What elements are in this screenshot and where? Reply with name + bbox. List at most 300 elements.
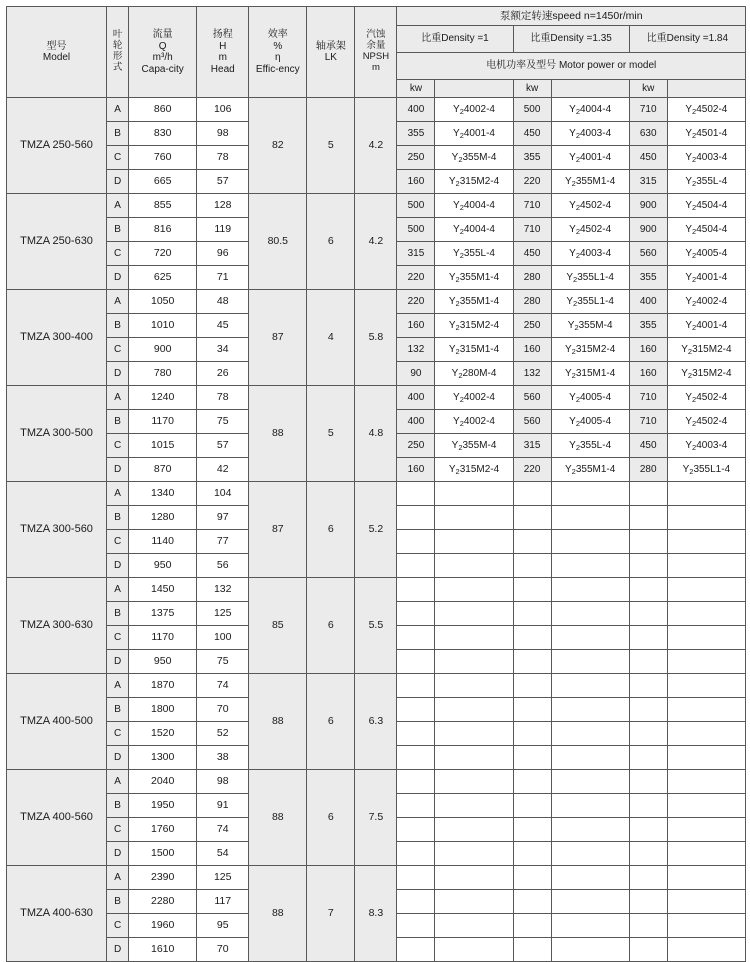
cell-flow: 855 — [129, 194, 197, 218]
cell-flow: 2280 — [129, 890, 197, 914]
cell-motor-density184: $Y_24504-4$ — [667, 218, 745, 242]
cell-kw-density135 — [513, 938, 551, 962]
cell-npsh: 6.3 — [355, 674, 397, 770]
cell-impeller-type: C — [107, 338, 129, 362]
cell-impeller-type: A — [107, 674, 129, 698]
cell-impeller-type: B — [107, 314, 129, 338]
cell-efficiency: 80.5 — [249, 194, 307, 290]
cell-kw-density1: 250 — [397, 434, 435, 458]
cell-motor-density184: $Y_24502-4$ — [667, 386, 745, 410]
cell-motor-density184: $Y_2315M2-4$ — [667, 362, 745, 386]
cell-head: 100 — [197, 626, 249, 650]
cell-motor-density1 — [435, 746, 513, 770]
cell-kw-density135 — [513, 530, 551, 554]
cell-motor-density1: $Y_2355M1-4$ — [435, 266, 513, 290]
cell-kw-density135 — [513, 482, 551, 506]
header-density-1: 比重Density =1 — [397, 26, 513, 53]
header-efficiency: 效率 % η Effic-ency — [249, 7, 307, 98]
header-flow: 流量 Q m³/h Capa-city — [129, 7, 197, 98]
cell-flow: 860 — [129, 98, 197, 122]
cell-npsh: 4.8 — [355, 386, 397, 482]
cell-motor-density1 — [435, 794, 513, 818]
cell-impeller-type: D — [107, 746, 129, 770]
header-bearing-frame: 轴承架 LK — [307, 7, 355, 98]
cell-head: 74 — [197, 674, 249, 698]
cell-head: 34 — [197, 338, 249, 362]
cell-kw-density135 — [513, 650, 551, 674]
cell-kw-density184 — [629, 770, 667, 794]
cell-efficiency: 88 — [249, 770, 307, 866]
cell-motor-density184: $Y_24504-4$ — [667, 194, 745, 218]
cell-kw-density135 — [513, 770, 551, 794]
table-row — [7, 290, 746, 314]
cell-head: 26 — [197, 362, 249, 386]
cell-head: 57 — [197, 170, 249, 194]
cell-flow: 1520 — [129, 722, 197, 746]
cell-kw-density135 — [513, 626, 551, 650]
cell-motor-density1: $Y_2315M2-4$ — [435, 170, 513, 194]
cell-motor-density1 — [435, 482, 513, 506]
cell-bearing-frame: 6 — [307, 482, 355, 578]
cell-head: 77 — [197, 530, 249, 554]
cell-kw-density1: 160 — [397, 314, 435, 338]
cell-motor-density135 — [551, 602, 629, 626]
cell-efficiency: 87 — [249, 290, 307, 386]
cell-bearing-frame: 5 — [307, 386, 355, 482]
cell-kw-density1: 400 — [397, 386, 435, 410]
cell-kw-density184 — [629, 530, 667, 554]
header-model-2 — [551, 80, 629, 98]
cell-kw-density135 — [513, 842, 551, 866]
cell-bearing-frame: 6 — [307, 578, 355, 674]
cell-head: 74 — [197, 818, 249, 842]
cell-impeller-type: A — [107, 290, 129, 314]
cell-motor-density1: $Y_24002-4$ — [435, 410, 513, 434]
cell-head: 70 — [197, 698, 249, 722]
cell-motor-density184 — [667, 842, 745, 866]
cell-kw-density135: 132 — [513, 362, 551, 386]
cell-kw-density1: 220 — [397, 266, 435, 290]
cell-motor-density184 — [667, 794, 745, 818]
cell-motor-density1: $Y_2315M2-4$ — [435, 314, 513, 338]
cell-motor-density184 — [667, 674, 745, 698]
cell-impeller-type: B — [107, 602, 129, 626]
cell-motor-density135 — [551, 890, 629, 914]
cell-impeller-type: A — [107, 482, 129, 506]
cell-motor-density135: $Y_24005-4$ — [551, 410, 629, 434]
cell-bearing-frame: 6 — [307, 770, 355, 866]
cell-motor-density135: $Y_24003-4$ — [551, 242, 629, 266]
cell-head: 106 — [197, 98, 249, 122]
cell-motor-density1 — [435, 578, 513, 602]
cell-motor-density1 — [435, 890, 513, 914]
cell-kw-density135 — [513, 890, 551, 914]
table-row — [7, 98, 746, 122]
cell-flow: 1610 — [129, 938, 197, 962]
cell-impeller-type: C — [107, 818, 129, 842]
pump-specification-table — [6, 6, 746, 962]
table-header — [7, 7, 746, 98]
cell-bearing-frame: 6 — [307, 194, 355, 290]
cell-kw-density135 — [513, 698, 551, 722]
cell-impeller-type: D — [107, 938, 129, 962]
cell-motor-density135 — [551, 506, 629, 530]
cell-head: 132 — [197, 578, 249, 602]
table-body — [7, 98, 746, 962]
cell-impeller-type: C — [107, 530, 129, 554]
cell-impeller-type: A — [107, 386, 129, 410]
cell-kw-density1 — [397, 914, 435, 938]
cell-motor-density135: $Y_24502-4$ — [551, 194, 629, 218]
cell-bearing-frame: 7 — [307, 866, 355, 962]
cell-impeller-type: D — [107, 362, 129, 386]
cell-motor-density1 — [435, 770, 513, 794]
cell-kw-density184 — [629, 938, 667, 962]
cell-motor-density135 — [551, 746, 629, 770]
cell-flow: 1800 — [129, 698, 197, 722]
cell-kw-density184: 630 — [629, 122, 667, 146]
cell-kw-density184 — [629, 482, 667, 506]
table-row — [7, 866, 746, 890]
cell-motor-density1 — [435, 722, 513, 746]
cell-kw-density135 — [513, 506, 551, 530]
cell-kw-density135: 250 — [513, 314, 551, 338]
cell-motor-density184: $Y_24501-4$ — [667, 122, 745, 146]
cell-kw-density1: 355 — [397, 122, 435, 146]
cell-motor-density1: $Y_2355M1-4$ — [435, 290, 513, 314]
cell-kw-density184 — [629, 722, 667, 746]
cell-motor-density1 — [435, 866, 513, 890]
cell-head: 98 — [197, 770, 249, 794]
cell-impeller-type: D — [107, 842, 129, 866]
cell-motor-density184 — [667, 626, 745, 650]
cell-motor-density135 — [551, 530, 629, 554]
cell-kw-density184 — [629, 866, 667, 890]
cell-motor-density184 — [667, 698, 745, 722]
cell-impeller-type: B — [107, 218, 129, 242]
cell-motor-density135 — [551, 674, 629, 698]
cell-head: 70 — [197, 938, 249, 962]
cell-kw-density184 — [629, 602, 667, 626]
cell-flow: 830 — [129, 122, 197, 146]
cell-motor-density135 — [551, 650, 629, 674]
cell-kw-density1 — [397, 482, 435, 506]
cell-impeller-type: D — [107, 650, 129, 674]
cell-kw-density1: 315 — [397, 242, 435, 266]
cell-model: TMZA 300-630 — [7, 578, 107, 674]
cell-impeller-type: C — [107, 434, 129, 458]
table-row — [7, 578, 746, 602]
cell-kw-density135: 560 — [513, 386, 551, 410]
cell-kw-density184: 355 — [629, 314, 667, 338]
cell-motor-density184 — [667, 554, 745, 578]
cell-kw-density184: 560 — [629, 242, 667, 266]
cell-motor-density1: $Y_24004-4$ — [435, 194, 513, 218]
cell-efficiency: 82 — [249, 98, 307, 194]
cell-model: TMZA 400-630 — [7, 866, 107, 962]
cell-kw-density135 — [513, 674, 551, 698]
cell-kw-density1: 400 — [397, 410, 435, 434]
cell-kw-density184 — [629, 794, 667, 818]
cell-head: 75 — [197, 410, 249, 434]
cell-flow: 950 — [129, 554, 197, 578]
cell-flow: 665 — [129, 170, 197, 194]
cell-motor-density135 — [551, 698, 629, 722]
cell-kw-density135 — [513, 602, 551, 626]
cell-kw-density184: 710 — [629, 98, 667, 122]
cell-kw-density184 — [629, 554, 667, 578]
cell-kw-density184 — [629, 626, 667, 650]
cell-motor-density135: $Y_24003-4$ — [551, 122, 629, 146]
cell-kw-density184: 160 — [629, 362, 667, 386]
cell-kw-density1: 500 — [397, 218, 435, 242]
cell-motor-density135 — [551, 914, 629, 938]
cell-kw-density184 — [629, 698, 667, 722]
cell-kw-density1: 132 — [397, 338, 435, 362]
cell-flow: 1140 — [129, 530, 197, 554]
cell-head: 71 — [197, 266, 249, 290]
cell-motor-density135: $Y_2315M1-4$ — [551, 362, 629, 386]
cell-flow: 1500 — [129, 842, 197, 866]
cell-kw-density1 — [397, 554, 435, 578]
cell-flow: 720 — [129, 242, 197, 266]
cell-motor-density184 — [667, 602, 745, 626]
cell-head: 78 — [197, 386, 249, 410]
cell-motor-density1 — [435, 626, 513, 650]
cell-impeller-type: C — [107, 146, 129, 170]
cell-kw-density184 — [629, 578, 667, 602]
cell-flow: 760 — [129, 146, 197, 170]
cell-kw-density135: 450 — [513, 122, 551, 146]
cell-motor-density1 — [435, 818, 513, 842]
cell-npsh: 4.2 — [355, 98, 397, 194]
cell-kw-density135: 710 — [513, 194, 551, 218]
cell-kw-density184: 900 — [629, 218, 667, 242]
cell-kw-density1 — [397, 650, 435, 674]
cell-motor-density135 — [551, 818, 629, 842]
cell-head: 119 — [197, 218, 249, 242]
cell-motor-density1 — [435, 914, 513, 938]
cell-kw-density184 — [629, 746, 667, 770]
cell-npsh: 5.2 — [355, 482, 397, 578]
cell-npsh: 5.5 — [355, 578, 397, 674]
cell-kw-density135 — [513, 746, 551, 770]
cell-kw-density184: 710 — [629, 386, 667, 410]
cell-motor-density184: $Y_24002-4$ — [667, 290, 745, 314]
cell-efficiency: 88 — [249, 386, 307, 482]
cell-motor-density1 — [435, 554, 513, 578]
cell-impeller-type: D — [107, 458, 129, 482]
cell-motor-density184 — [667, 722, 745, 746]
cell-head: 57 — [197, 434, 249, 458]
cell-flow: 780 — [129, 362, 197, 386]
cell-motor-density1: $Y_24002-4$ — [435, 386, 513, 410]
cell-motor-density135 — [551, 578, 629, 602]
cell-head: 75 — [197, 650, 249, 674]
cell-kw-density1 — [397, 746, 435, 770]
cell-motor-density135 — [551, 482, 629, 506]
cell-kw-density1 — [397, 842, 435, 866]
cell-kw-density184 — [629, 506, 667, 530]
cell-npsh: 5.8 — [355, 290, 397, 386]
cell-motor-density1 — [435, 602, 513, 626]
cell-motor-density135: $Y_2355L1-4$ — [551, 290, 629, 314]
cell-flow: 1340 — [129, 482, 197, 506]
table-row — [7, 770, 746, 794]
header-kw-2: kw — [513, 80, 551, 98]
table-row — [7, 386, 746, 410]
cell-flow: 1870 — [129, 674, 197, 698]
cell-efficiency: 88 — [249, 674, 307, 770]
cell-motor-density135: $Y_2355M1-4$ — [551, 170, 629, 194]
cell-kw-density184: 400 — [629, 290, 667, 314]
cell-kw-density1 — [397, 602, 435, 626]
header-kw-3: kw — [629, 80, 667, 98]
cell-flow: 1010 — [129, 314, 197, 338]
cell-motor-density1 — [435, 938, 513, 962]
cell-impeller-type: B — [107, 122, 129, 146]
cell-motor-density135 — [551, 722, 629, 746]
cell-motor-density135: $Y_2315M2-4$ — [551, 338, 629, 362]
cell-motor-density135: $Y_24004-4$ — [551, 98, 629, 122]
cell-flow: 1015 — [129, 434, 197, 458]
cell-kw-density184: 710 — [629, 410, 667, 434]
cell-kw-density135 — [513, 722, 551, 746]
cell-head: 95 — [197, 914, 249, 938]
cell-impeller-type: B — [107, 506, 129, 530]
cell-kw-density135 — [513, 818, 551, 842]
cell-motor-density184 — [667, 818, 745, 842]
cell-flow: 1170 — [129, 410, 197, 434]
cell-kw-density1 — [397, 530, 435, 554]
cell-motor-density135: $Y_24001-4$ — [551, 146, 629, 170]
cell-motor-density184: $Y_24502-4$ — [667, 98, 745, 122]
cell-flow: 2040 — [129, 770, 197, 794]
cell-impeller-type: A — [107, 578, 129, 602]
cell-flow: 1050 — [129, 290, 197, 314]
cell-kw-density135 — [513, 578, 551, 602]
cell-kw-density1: 160 — [397, 458, 435, 482]
cell-motor-density184: $Y_24003-4$ — [667, 434, 745, 458]
cell-kw-density1 — [397, 578, 435, 602]
cell-head: 128 — [197, 194, 249, 218]
cell-kw-density184: 280 — [629, 458, 667, 482]
header-npsh: 汽蚀 余量 NPSH m — [355, 7, 397, 98]
cell-kw-density184: 450 — [629, 146, 667, 170]
cell-head: 97 — [197, 506, 249, 530]
cell-kw-density135 — [513, 554, 551, 578]
cell-head: 56 — [197, 554, 249, 578]
cell-impeller-type: B — [107, 890, 129, 914]
cell-bearing-frame: 5 — [307, 98, 355, 194]
cell-kw-density1 — [397, 818, 435, 842]
header-speed-row — [7, 7, 746, 26]
cell-model: TMZA 300-560 — [7, 482, 107, 578]
cell-head: 91 — [197, 794, 249, 818]
cell-kw-density135 — [513, 794, 551, 818]
cell-kw-density1 — [397, 794, 435, 818]
cell-model: TMZA 250-560 — [7, 98, 107, 194]
cell-motor-density1: $Y_24004-4$ — [435, 218, 513, 242]
cell-flow: 625 — [129, 266, 197, 290]
cell-kw-density1 — [397, 722, 435, 746]
cell-impeller-type: C — [107, 242, 129, 266]
cell-kw-density1 — [397, 938, 435, 962]
header-model: 型号 Model — [7, 7, 107, 98]
cell-head: 48 — [197, 290, 249, 314]
cell-motor-density135 — [551, 842, 629, 866]
cell-kw-density1: 220 — [397, 290, 435, 314]
cell-model: TMZA 250-630 — [7, 194, 107, 290]
cell-model: TMZA 400-560 — [7, 770, 107, 866]
table-row — [7, 194, 746, 218]
cell-motor-density135: $Y_2355L-4$ — [551, 434, 629, 458]
cell-motor-density184: $Y_2355L-4$ — [667, 170, 745, 194]
cell-model: TMZA 400-500 — [7, 674, 107, 770]
cell-flow: 1960 — [129, 914, 197, 938]
cell-motor-density184: $Y_2355L1-4$ — [667, 458, 745, 482]
cell-kw-density1 — [397, 770, 435, 794]
cell-head: 52 — [197, 722, 249, 746]
header-head: 扬程 H m Head — [197, 7, 249, 98]
cell-motor-density1 — [435, 842, 513, 866]
cell-impeller-type: D — [107, 554, 129, 578]
cell-npsh: 4.2 — [355, 194, 397, 290]
cell-flow: 870 — [129, 458, 197, 482]
cell-motor-density184 — [667, 866, 745, 890]
cell-impeller-type: D — [107, 170, 129, 194]
cell-motor-density1: $Y_2280M-4$ — [435, 362, 513, 386]
cell-flow: 1300 — [129, 746, 197, 770]
cell-kw-density184: 315 — [629, 170, 667, 194]
cell-kw-density184 — [629, 650, 667, 674]
cell-motor-density135 — [551, 770, 629, 794]
cell-motor-density135 — [551, 554, 629, 578]
cell-motor-density135: $Y_24502-4$ — [551, 218, 629, 242]
cell-motor-density1 — [435, 506, 513, 530]
cell-model: TMZA 300-500 — [7, 386, 107, 482]
table-row — [7, 674, 746, 698]
cell-kw-density135: 280 — [513, 266, 551, 290]
cell-bearing-frame: 6 — [307, 674, 355, 770]
cell-impeller-type: D — [107, 266, 129, 290]
cell-head: 38 — [197, 746, 249, 770]
cell-flow: 2390 — [129, 866, 197, 890]
cell-motor-density184 — [667, 770, 745, 794]
cell-motor-density135: $Y_2355M-4$ — [551, 314, 629, 338]
cell-efficiency: 85 — [249, 578, 307, 674]
cell-motor-density1: $Y_2315M2-4$ — [435, 458, 513, 482]
cell-motor-density135: $Y_24005-4$ — [551, 386, 629, 410]
cell-motor-density184: $Y_24001-4$ — [667, 266, 745, 290]
cell-motor-density1: $Y_2315M1-4$ — [435, 338, 513, 362]
cell-motor-density1: $Y_24002-4$ — [435, 98, 513, 122]
cell-head: 45 — [197, 314, 249, 338]
header-impeller-type: 叶 轮 形 式 — [107, 7, 129, 98]
cell-flow: 1760 — [129, 818, 197, 842]
cell-kw-density1: 250 — [397, 146, 435, 170]
cell-flow: 1170 — [129, 626, 197, 650]
cell-head: 104 — [197, 482, 249, 506]
cell-kw-density1 — [397, 674, 435, 698]
cell-impeller-type: B — [107, 410, 129, 434]
cell-kw-density135: 355 — [513, 146, 551, 170]
cell-motor-density184: $Y_2315M2-4$ — [667, 338, 745, 362]
cell-impeller-type: B — [107, 698, 129, 722]
cell-motor-density135 — [551, 866, 629, 890]
cell-kw-density1: 160 — [397, 170, 435, 194]
cell-efficiency: 88 — [249, 866, 307, 962]
